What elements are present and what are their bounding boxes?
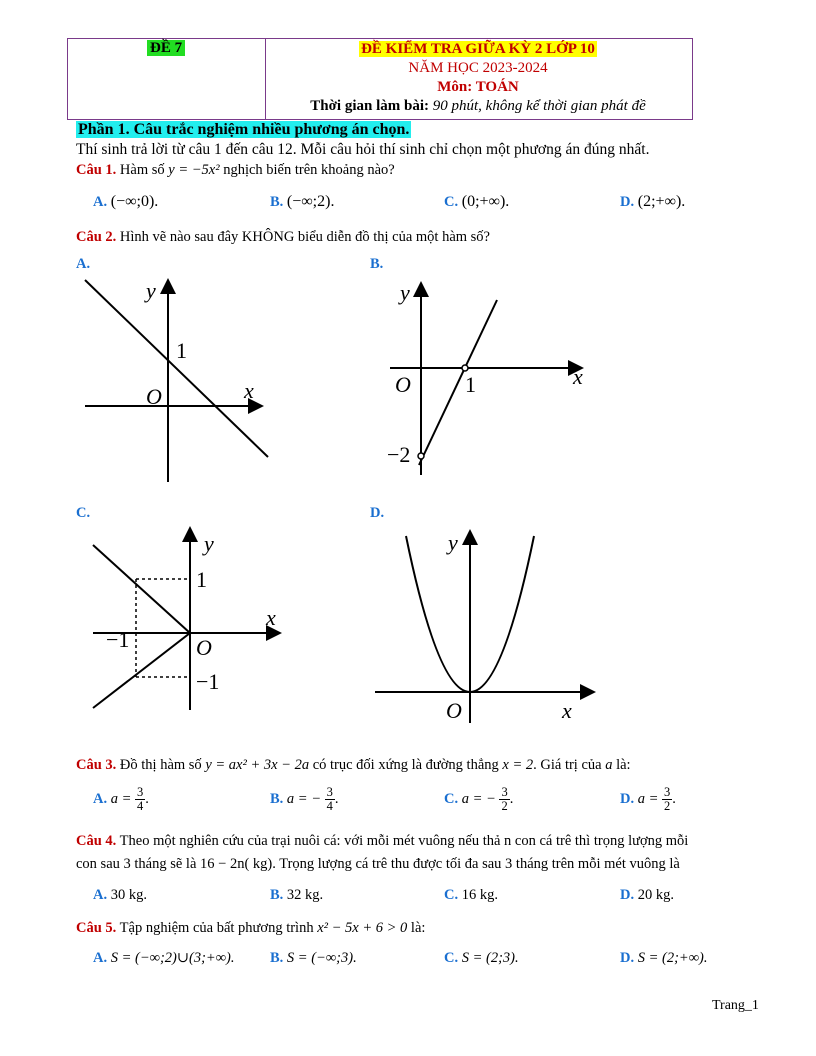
- part1-instruction: Thí sinh trả lời từ câu 1 đến câu 12. Mỗi câu hỏi thí sinh chỉ chọn một phương án đúng nhất.: [76, 141, 650, 158]
- question-5-text-a: Tập nghiệm của bất phương trình: [119, 920, 314, 936]
- option-value: (−∞;2).: [286, 193, 335, 210]
- question-3-math: y = ax² + 3x − 2a: [205, 757, 310, 773]
- numerator: 3: [326, 785, 333, 799]
- option-value: (−∞;0).: [110, 193, 159, 210]
- option-letter: B.: [270, 194, 284, 210]
- q3-option-c[interactable]: C. a = − $\frac{3}{2}$ .: [444, 785, 514, 813]
- q4-option-a[interactable]: [93, 887, 147, 904]
- origin-label: O: [446, 698, 462, 723]
- option-letter: A.: [93, 887, 108, 903]
- graph-line: [419, 300, 497, 465]
- option-letter: B.: [270, 790, 284, 807]
- denominator: 4: [137, 799, 144, 813]
- question-5-math: x² − 5x + 6 > 0: [317, 920, 408, 936]
- option-letter: A.: [93, 790, 108, 807]
- q4-option-b[interactable]: [270, 887, 323, 904]
- option-value: (0;+∞).: [461, 193, 510, 210]
- question-3-text-c: . Giá trị của: [533, 757, 602, 773]
- option-value: S = (−∞;2)∪(3;+∞).: [110, 950, 235, 966]
- q1-option-c[interactable]: [444, 193, 509, 211]
- option-letter: C.: [444, 790, 459, 807]
- q2-option-d[interactable]: D.: [370, 505, 385, 521]
- intercept-point: [418, 453, 424, 459]
- question-2: [76, 229, 490, 246]
- question-1-math: y = −5x²: [168, 162, 220, 178]
- option-value: S = (2;+∞).: [637, 950, 708, 966]
- time-line: [266, 97, 690, 116]
- option-value: 16 kg.: [461, 887, 498, 903]
- question-3-math3: a: [605, 757, 613, 773]
- option-prefix: a = −: [461, 790, 496, 807]
- option-value: S = (−∞;3).: [286, 950, 357, 966]
- question-4-line1: Theo một nghiên cứu của trại nuôi cá: với mỗi mét vuông nếu thả n con cá trê thì trọng lượng mỗi: [119, 833, 689, 849]
- tick-label-minus1-y: −1: [196, 669, 220, 694]
- question-3-text-a: Đồ thị hàm số: [119, 757, 202, 773]
- q2-option-a[interactable]: A.: [76, 256, 91, 272]
- q3-option-b[interactable]: B. a = − $\frac{3}{4}$ .: [270, 785, 339, 813]
- option-letter: C.: [444, 950, 459, 966]
- option-value: (2;+∞).: [637, 193, 686, 210]
- page-number: Trang_1: [712, 998, 759, 1013]
- q1-option-d[interactable]: [620, 193, 685, 211]
- graph-d: [370, 528, 600, 728]
- question-2-text: Hình vẽ nào sau đây KHÔNG biểu diễn đồ thị của một hàm số?: [119, 229, 490, 245]
- option-prefix: a =: [637, 790, 659, 807]
- school-year: NĂM HỌC 2023-2024: [408, 60, 548, 76]
- question-4-label: Câu 4.: [76, 833, 117, 849]
- option-fraction: [135, 786, 145, 813]
- exam-code-text: ĐỀ 7: [147, 40, 185, 56]
- option-fraction: [499, 786, 509, 813]
- tick-label-1: 1: [176, 338, 187, 363]
- numerator: 3: [137, 785, 144, 799]
- question-2-label: Câu 2.: [76, 229, 117, 245]
- option-letter: C.: [444, 887, 459, 903]
- option-letter: A.: [93, 194, 108, 210]
- graph-a: [80, 272, 280, 487]
- x-label: x: [244, 378, 254, 403]
- option-value: 20 kg.: [637, 887, 674, 903]
- tick-label-minus1-x: −1: [106, 627, 130, 652]
- option-value: 32 kg.: [286, 887, 324, 903]
- q5-option-c[interactable]: [444, 950, 519, 967]
- option-letter: D.: [620, 887, 635, 903]
- exam-title-block: [266, 39, 690, 116]
- q5-option-a[interactable]: [93, 950, 235, 967]
- origin-label: O: [196, 635, 212, 660]
- exam-code: [147, 39, 185, 57]
- denominator: 2: [501, 799, 508, 813]
- q5-option-d[interactable]: [620, 950, 708, 967]
- x-label: x: [266, 605, 276, 630]
- numerator: 3: [664, 785, 671, 799]
- part1-title: [76, 121, 411, 139]
- question-3-text-d: là:: [616, 757, 631, 773]
- question-5: [76, 920, 425, 937]
- option-letter: B.: [270, 950, 284, 966]
- question-3: [76, 757, 631, 774]
- time-label: Thời gian làm bài:: [310, 98, 429, 114]
- question-4-line2: con sau 3 tháng sẽ là 16 − 2n( kg). Trọng lượng cá trê thu được tối đa sau 3 tháng trên mỗi mét vuông là: [76, 856, 680, 872]
- question-5-label: Câu 5.: [76, 920, 117, 936]
- graph-b: [385, 280, 595, 480]
- denominator: 2: [664, 799, 671, 813]
- q3-option-a[interactable]: A. a = $\frac{3}{4}$ .: [93, 785, 149, 813]
- y-label: y: [204, 531, 214, 556]
- option-fraction: [325, 786, 335, 813]
- q4-option-c[interactable]: [444, 887, 498, 904]
- option-letter: B.: [270, 887, 284, 903]
- origin-label: O: [146, 384, 162, 409]
- graph-c: [88, 525, 288, 715]
- intercept-point: [462, 365, 468, 371]
- denominator: 4: [326, 799, 333, 813]
- option-fraction: [662, 786, 672, 813]
- question-3-text-b: có trục đối xứng là đường thẳng: [312, 757, 499, 773]
- option-prefix: a = −: [286, 790, 321, 807]
- y-label: y: [400, 280, 410, 305]
- q1-option-a[interactable]: [93, 193, 158, 211]
- option-value: 30 kg.: [110, 887, 147, 903]
- origin-label: O: [395, 372, 411, 397]
- q4-option-d[interactable]: [620, 887, 674, 904]
- option-letter: A.: [93, 950, 108, 966]
- q2-option-b[interactable]: B.: [370, 256, 384, 272]
- option-letter: D.: [620, 950, 635, 966]
- question-5-text-b: là:: [410, 920, 426, 936]
- tick-label-1: 1: [196, 567, 207, 592]
- option-letter: D.: [620, 194, 635, 210]
- question-1-label: Câu 1.: [76, 162, 117, 178]
- question-4: [76, 833, 766, 850]
- y-label: y: [146, 278, 156, 303]
- x-label: x: [562, 698, 572, 723]
- option-letter: D.: [620, 790, 635, 807]
- question-1-text-a: Hàm số: [119, 162, 165, 178]
- exam-title: ĐỀ KIỂM TRA GIỮA KỲ 2 LỚP 10: [361, 41, 595, 57]
- tick-label-minus2: −2: [387, 442, 411, 467]
- tick-label-1: 1: [465, 372, 476, 397]
- option-value: S = (2;3).: [461, 950, 519, 966]
- q3-option-d[interactable]: D. a = $\frac{3}{2}$ .: [620, 785, 676, 813]
- q1-option-b[interactable]: [270, 193, 334, 211]
- question-1-text-b: nghịch biến trên khoảng nào?: [223, 162, 395, 178]
- q2-option-c[interactable]: C.: [76, 505, 91, 521]
- time-value: 90 phút, không kể thời gian phát đề: [432, 98, 646, 114]
- option-letter: C.: [444, 194, 459, 210]
- numerator: 3: [501, 785, 508, 799]
- graph-line: [85, 280, 268, 457]
- x-label: x: [573, 364, 583, 389]
- option-prefix: a =: [110, 790, 132, 807]
- subject: Môn: TOÁN: [437, 79, 519, 95]
- y-label: y: [448, 530, 458, 555]
- q5-option-b[interactable]: [270, 950, 357, 967]
- question-3-math2: x = 2: [502, 757, 534, 773]
- part1-title-text: Phần 1. Câu trắc nghiệm nhiều phương án chọn.: [78, 121, 410, 138]
- graph-line-upper: [93, 545, 190, 633]
- question-1: [76, 162, 395, 179]
- question-3-label: Câu 3.: [76, 757, 117, 773]
